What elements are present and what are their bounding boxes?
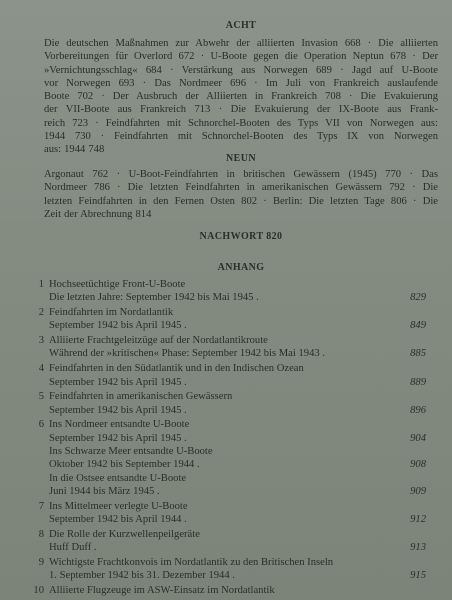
- appendix-line: [28, 376, 426, 389]
- appendix-entry: [28, 306, 426, 333]
- appendix-line-text: In die Ostsee entsandte U-Boote: [49, 472, 187, 484]
- acht-line: aus: 1944 748: [44, 144, 105, 156]
- appendix-entry: [28, 528, 426, 555]
- appendix-page-number: 889: [410, 376, 426, 388]
- appendix-page-number: 896: [410, 404, 426, 416]
- appendix-page-number: 849: [410, 320, 426, 332]
- appendix-entry: [28, 556, 426, 583]
- appendix-number: 3: [38, 335, 44, 347]
- appendix-number: 7: [38, 500, 44, 512]
- heading-acht: ACHT: [225, 20, 257, 31]
- appendix-line: [28, 432, 426, 445]
- appendix-line: [28, 291, 426, 304]
- appendix-line: [28, 445, 426, 458]
- appendix-line-text: September 1942 bis April 1945 .: [49, 376, 187, 388]
- appendix-entry: [28, 418, 426, 498]
- appendix-line: [28, 556, 426, 569]
- appendix-page-number: 908: [410, 459, 426, 471]
- appendix-line-text: Alliierte Flugzeuge im ASW-Einsatz im Nordatlantik: [49, 585, 275, 597]
- appendix-page-number: 912: [410, 514, 426, 526]
- appendix-number: 9: [38, 556, 44, 568]
- appendix-page-number: 913: [410, 542, 426, 554]
- acht-line: vor Norwegen 693 · Das Nordmeer 696 · Im Juli von Frankreich auslaufende: [44, 77, 438, 89]
- heading-anhang: ANHANG: [217, 262, 265, 273]
- neun-line: letzten Feindfahrten in den Fernen Osten 802 · Berlin: Die letzten Tage 806 · Die: [44, 195, 438, 207]
- appendix-page-number: 829: [410, 292, 426, 304]
- acht-line: reich 723 · Feindfahrten mit Schnorchel-Booten des Typs VII von Norwegen aus:: [44, 117, 438, 129]
- appendix-page-number: 915: [410, 570, 426, 582]
- appendix-line-text: Hochseetüchtige Front-U-Boote: [49, 279, 186, 290]
- heading-neun: NEUN: [226, 153, 256, 164]
- appendix-line-text: September 1942 bis April 1945 .: [49, 432, 187, 444]
- appendix-entry: [28, 334, 426, 361]
- appendix-line: [28, 347, 426, 360]
- appendix-line: [28, 541, 426, 554]
- acht-line: Boote 702 · Der Ausbruch der Alliierten in Frankreich 708 · Die Evakuierung: [44, 91, 438, 103]
- appendix-entry: [28, 584, 426, 597]
- appendix-line: [28, 485, 426, 498]
- appendix-line: [28, 278, 426, 291]
- appendix-line-text: Während der »kritischen« Phase: September 1942 bis Mai 1943 .: [49, 348, 325, 360]
- appendix-line-text: Die Rolle der Kurzwellenpeilgeräte: [49, 528, 200, 540]
- neun-line: Nordmeer 786 · Die letzten Feindfahrten in amerikanischen Gewässern 792 · Die: [44, 182, 438, 194]
- appendix-line: [28, 390, 426, 403]
- appendix-number: 6: [38, 419, 44, 431]
- heading-nachwort: NACHWORT 820: [199, 231, 283, 242]
- acht-line: Vorbereitungen für Overlord 672 · U-Boote gegen die Operation Neptun 678 · Der: [44, 51, 438, 63]
- appendix-entry: [28, 362, 426, 389]
- appendix-number: 10: [33, 585, 44, 597]
- appendix-line: [28, 404, 426, 417]
- appendix-line-text: Oktober 1942 bis September 1944 .: [49, 459, 200, 471]
- appendix-number: 4: [38, 363, 44, 375]
- appendix-line-text: Die letzten Jahre: September 1942 bis Mai 1945 .: [49, 292, 259, 304]
- neun-paragraph: [44, 168, 438, 221]
- appendix-line-text: September 1942 bis April 1945 .: [49, 320, 187, 332]
- appendix-line-text: Alliierte Frachtgeleitzüge auf der Nordatlantikroute: [49, 335, 268, 347]
- appendix-line-text: Ins Nordmeer entsandte U-Boote: [49, 419, 190, 431]
- appendix-line-text: Ins Mittelmeer verlegte U-Boote: [49, 500, 188, 512]
- appendix-line-text: Feindfahrten in den Südatlantik und in den Indischen Ozean: [49, 363, 304, 375]
- appendix-entry: [28, 500, 426, 527]
- acht-line: »Vernichtungsschlag« 684 · Verstärkung aus Norwegen 689 · Jagd auf U-Boote: [44, 64, 438, 76]
- appendix-line: [28, 458, 426, 471]
- appendix-line-text: Juni 1944 bis März 1945 .: [49, 485, 160, 497]
- appendix-line-text: Feindfahrten in amerikanischen Gewässern: [49, 391, 233, 403]
- appendix-page-number: 904: [410, 432, 426, 444]
- appendix-line: [28, 334, 426, 347]
- appendix-line-text: Ins Schwarze Meer entsandte U-Boote: [49, 446, 213, 458]
- appendix-line-text: Feindfahrten im Nordatlantik: [49, 307, 174, 319]
- acht-line: 1944 730 · Feindfahrten mit Schnorchel-Booten des Typs IX von Norwegen: [44, 131, 438, 143]
- appendix-line: [28, 500, 426, 513]
- appendix-page-number: 885: [410, 348, 426, 360]
- appendix-line: [28, 584, 426, 597]
- appendix-line: [28, 513, 426, 526]
- appendix-number: 2: [38, 307, 44, 319]
- appendix-line: [28, 306, 426, 319]
- appendix-list: [28, 278, 426, 599]
- appendix-line: [28, 319, 426, 332]
- appendix-number: 1: [38, 279, 44, 290]
- appendix-line-text: 1. September 1942 bis 31. Dezember 1944 .: [49, 570, 235, 582]
- appendix-number: 8: [38, 528, 44, 540]
- acht-paragraph: [44, 37, 438, 157]
- appendix-entry: [28, 390, 426, 417]
- appendix-number: 5: [38, 391, 44, 403]
- appendix-line-text: September 1942 bis April 1945 .: [49, 404, 187, 416]
- neun-line: Zeit der Abrechnung 814: [44, 208, 152, 220]
- appendix-line-text: Huff Duff .: [49, 542, 97, 554]
- neun-line: Argonaut 762 · U-Boot-Feindfahrten in britischen Gewässern (1945) 770 · Das: [44, 169, 438, 180]
- appendix-line: [28, 362, 426, 375]
- appendix-line: [28, 472, 426, 485]
- appendix-line-text: Wichtigste Frachtkonvois im Nordatlantik zu den Britischen Inseln: [49, 556, 334, 568]
- appendix-page-number: 909: [410, 485, 426, 497]
- appendix-line: [28, 528, 426, 541]
- acht-line: der VII-Boote aus Frankreich 713 · Die Evakuierung der IX-Boote aus Frank-: [44, 104, 438, 116]
- appendix-entry: [28, 278, 426, 305]
- appendix-line-text: September 1942 bis April 1944 .: [49, 514, 187, 526]
- appendix-line: [28, 569, 426, 582]
- appendix-line: [28, 418, 426, 431]
- acht-line: Die deutschen Maßnahmen zur Abwehr der alliierten Invasion 668 · Die alliierten: [44, 38, 438, 49]
